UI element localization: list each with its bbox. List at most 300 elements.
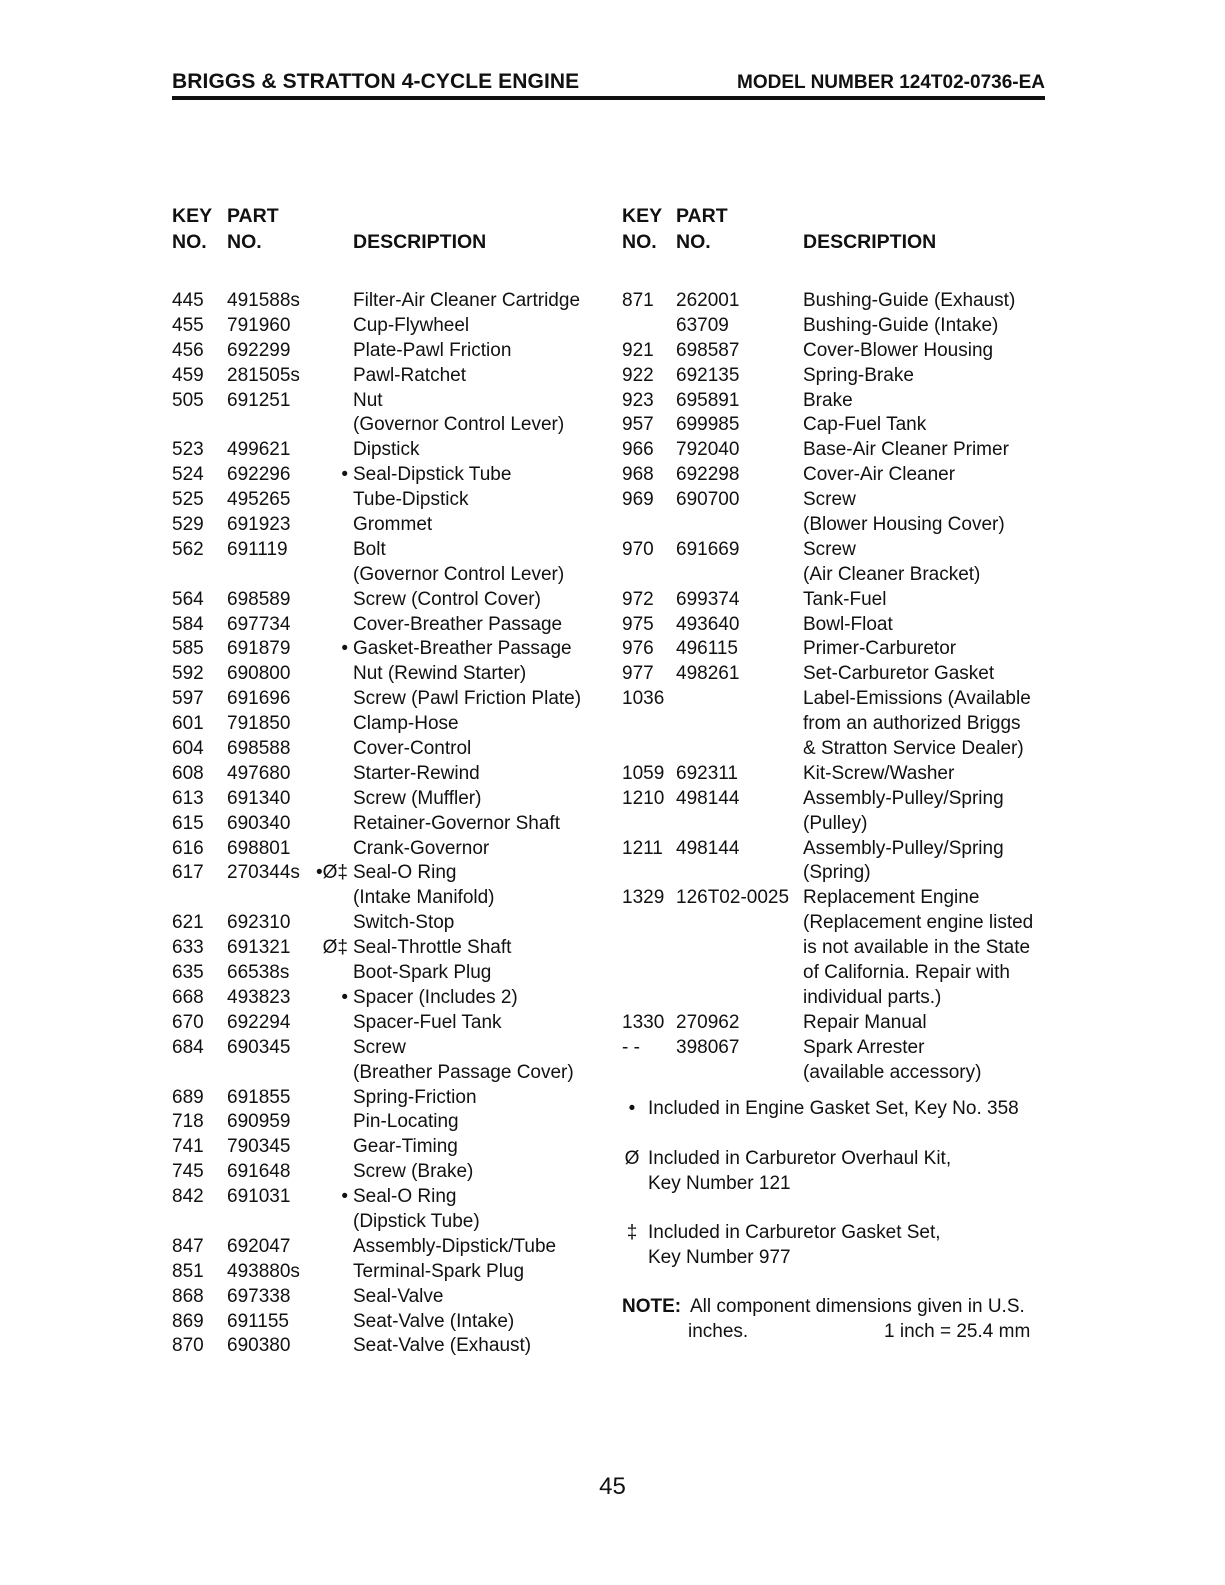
part-description: Kit-Screw/Washer: [803, 762, 955, 784]
part-row: [172, 1185, 612, 1210]
key-number: 668: [172, 986, 204, 1008]
key-number: 921: [622, 339, 654, 361]
part-number: 791850: [227, 713, 291, 735]
key-number: 617: [172, 862, 204, 884]
part-description: Bushing-Guide (Intake): [803, 314, 999, 336]
part-description: Crank-Governor: [353, 837, 490, 859]
part-row: [172, 289, 612, 314]
key-number: 505: [172, 389, 204, 411]
part-number: 690340: [227, 812, 291, 834]
part-number: 281505s: [227, 364, 300, 386]
part-description: Pawl-Ratchet: [353, 364, 466, 386]
part-number: 496115: [676, 638, 738, 660]
part-row: [172, 1061, 612, 1086]
key-number: 975: [622, 613, 654, 635]
part-description: Seat-Valve (Intake): [353, 1310, 515, 1332]
part-description: Screw (Muffler): [353, 787, 482, 809]
part-number: 493640: [676, 613, 740, 635]
key-number: 459: [172, 364, 204, 386]
part-description: Switch-Stop: [353, 912, 455, 934]
part-number: 697734: [227, 613, 291, 635]
part-number: 692047: [227, 1235, 291, 1257]
key-number: 969: [622, 489, 654, 511]
part-row: [172, 1210, 612, 1235]
part-description: (Pulley): [803, 812, 868, 834]
key-number: 604: [172, 738, 204, 760]
part-description: Cover-Blower Housing: [803, 339, 994, 361]
key-number: 562: [172, 538, 204, 560]
part-number: 790345: [227, 1136, 291, 1158]
part-number: 499621: [227, 439, 291, 461]
footnote-text: Included in Carburetor Gasket Set,: [648, 1222, 941, 1243]
part-row: [172, 737, 612, 762]
part-description: is not available in the State: [803, 937, 1031, 959]
part-description: & Stratton Service Dealer): [803, 738, 1024, 760]
key-number: 689: [172, 1086, 204, 1108]
part-description: Cover-Air Cleaner: [803, 464, 956, 486]
part-description: Spring-Friction: [353, 1086, 477, 1108]
part-description: Bushing-Guide (Exhaust): [803, 290, 1016, 311]
part-row: [172, 1036, 612, 1061]
part-description: Base-Air Cleaner Primer: [803, 439, 1009, 461]
key-number: 977: [622, 663, 654, 685]
dagger-symbol: ‡: [626, 1222, 638, 1243]
part-description: Bowl-Float: [803, 613, 893, 635]
part-row: [172, 588, 612, 613]
part-number: 697338: [227, 1285, 291, 1307]
part-row: [622, 986, 1052, 1011]
part-number: 692298: [676, 464, 740, 486]
part-row: [622, 1036, 1052, 1061]
part-number: 691879: [227, 638, 291, 660]
parts-list-right: [622, 289, 1052, 1086]
part-row: [622, 911, 1052, 936]
parts-column-left: [172, 205, 612, 1359]
part-number: 63709: [676, 314, 729, 336]
key-number: 564: [172, 588, 204, 610]
part-row: [622, 787, 1052, 812]
part-description: Assembly-Dipstick/Tube: [353, 1235, 557, 1257]
part-description: (Governor Control Lever): [353, 563, 565, 585]
phi-symbol: Ø: [624, 1148, 640, 1169]
part-row: [622, 314, 1052, 339]
key-number: 613: [172, 787, 204, 809]
part-description: Spring-Brake: [803, 364, 914, 386]
part-row: [622, 737, 1052, 762]
part-number: 692310: [227, 912, 291, 934]
part-number: 698588: [227, 738, 291, 760]
part-row: [172, 886, 612, 911]
part-description: (Replacement engine listed: [803, 912, 1034, 934]
key-number: 957: [622, 414, 654, 436]
part-description: Seal-Valve: [353, 1285, 444, 1307]
part-description: Seal-Throttle Shaft: [353, 937, 512, 959]
part-number: 691855: [227, 1086, 291, 1108]
part-number: 691696: [227, 688, 291, 710]
kit-marker: •: [341, 638, 348, 660]
footnote-text-2: Key Number 121: [648, 1173, 791, 1194]
column-header-row-1: [172, 205, 612, 231]
part-row: [172, 961, 612, 986]
key-number: 923: [622, 389, 654, 411]
part-description: Cup-Flywheel: [353, 314, 470, 336]
part-row: [172, 314, 612, 339]
key-no-header: NO.: [622, 231, 657, 253]
part-number: 495265: [227, 489, 291, 511]
part-row: [172, 513, 612, 538]
part-description: Grommet: [353, 514, 433, 536]
part-row: [172, 986, 612, 1011]
kit-marker: Ø‡: [322, 937, 348, 959]
part-description: from an authorized Briggs: [803, 713, 1021, 735]
key-number: 871: [622, 290, 654, 311]
part-description: of California. Repair with: [803, 962, 1010, 984]
part-description: Seal-O Ring: [353, 862, 457, 884]
part-row: [172, 861, 612, 886]
part-description: Dipstick: [353, 439, 420, 461]
part-description: (Intake Manifold): [353, 887, 495, 909]
part-row: [172, 837, 612, 862]
part-row: [622, 712, 1052, 737]
part-number: 692294: [227, 1011, 291, 1033]
part-description: Bolt: [353, 538, 386, 560]
part-number: 270344s: [227, 862, 300, 884]
key-number: 922: [622, 364, 654, 386]
key-number: 455: [172, 314, 204, 336]
part-row: [622, 513, 1052, 538]
part-description: Gasket-Breather Passage: [353, 638, 572, 660]
key-number: 1211: [622, 837, 663, 859]
document-title: BRIGGS & STRATTON 4-CYCLE ENGINE: [172, 70, 580, 93]
part-description: individual parts.): [803, 986, 942, 1008]
part-row: [172, 1260, 612, 1285]
part-number: 498144: [676, 837, 740, 859]
part-row: [172, 1110, 612, 1135]
part-header: PART: [676, 205, 728, 227]
part-description: Tank-Fuel: [803, 588, 887, 610]
part-number: 692296: [227, 464, 291, 486]
part-number: 691321: [227, 937, 291, 959]
part-row: [622, 563, 1052, 588]
part-row: [172, 687, 612, 712]
key-number: 847: [172, 1235, 204, 1257]
part-row: [172, 339, 612, 364]
key-number: 633: [172, 937, 204, 959]
part-number: 690700: [676, 489, 740, 511]
part-number: 493823: [227, 986, 291, 1008]
key-number: 869: [172, 1310, 204, 1332]
part-row: [172, 637, 612, 662]
key-number: 456: [172, 339, 204, 361]
part-number: 695891: [676, 389, 740, 411]
part-description: Nut: [353, 389, 383, 411]
part-description: Screw (Pawl Friction Plate): [353, 688, 582, 710]
key-number: 976: [622, 638, 654, 660]
part-row: [622, 364, 1052, 389]
key-number: 597: [172, 688, 204, 710]
part-description: Seat-Valve (Exhaust): [353, 1335, 532, 1357]
kit-marker: •: [341, 1186, 348, 1208]
key-number: 1330: [622, 1011, 665, 1033]
part-number: 691155: [227, 1310, 289, 1332]
part-description: Starter-Rewind: [353, 762, 480, 784]
part-number: 691923: [227, 514, 291, 536]
key-number: 684: [172, 1036, 204, 1058]
part-row: [172, 1160, 612, 1185]
part-row: [172, 563, 612, 588]
part-row: [172, 1135, 612, 1160]
part-number: 692299: [227, 339, 291, 361]
part-row: [622, 488, 1052, 513]
part-row: [172, 911, 612, 936]
part-description: Gear-Timing: [353, 1136, 458, 1158]
part-description: Clamp-Hose: [353, 713, 459, 735]
kit-marker: •: [341, 986, 348, 1008]
part-description: Seal-Dipstick Tube: [353, 464, 512, 486]
key-number: 529: [172, 514, 204, 536]
key-number: 972: [622, 588, 654, 610]
column-header-row-2: [622, 231, 1052, 257]
part-row: [172, 463, 612, 488]
part-description: Screw: [803, 489, 856, 511]
part-row: [622, 588, 1052, 613]
key-no-header: NO.: [172, 231, 207, 253]
part-description: Assembly-Pulley/Spring: [803, 837, 1004, 859]
part-row: [172, 662, 612, 687]
key-number: 966: [622, 439, 654, 461]
part-description: Spark Arrester: [803, 1036, 925, 1058]
key-number: 1036: [622, 688, 665, 710]
part-description: Filter-Air Cleaner Cartridge: [353, 290, 581, 311]
part-description: Pin-Locating: [353, 1111, 459, 1133]
key-number: 524: [172, 464, 204, 486]
part-description: Primer-Carburetor: [803, 638, 957, 660]
key-number: 851: [172, 1260, 204, 1282]
part-row: [172, 413, 612, 438]
key-number: 842: [172, 1186, 204, 1208]
description-header: DESCRIPTION: [353, 231, 487, 253]
part-row: [622, 837, 1052, 862]
part-description: Tube-Dipstick: [353, 489, 469, 511]
key-number: 584: [172, 613, 204, 635]
part-description: (Blower Housing Cover): [803, 514, 1005, 536]
part-row: [622, 538, 1052, 563]
part-description: (Dipstick Tube): [353, 1210, 480, 1232]
part-number: 497680: [227, 762, 291, 784]
part-row: [622, 413, 1052, 438]
key-number: 592: [172, 663, 204, 685]
key-number: 968: [622, 464, 654, 486]
footnote-text: Included in Engine Gasket Set, Key No. 358: [648, 1098, 1019, 1119]
part-row: [622, 637, 1052, 662]
part-description: Cap-Fuel Tank: [803, 414, 927, 436]
part-number: 691340: [227, 787, 291, 809]
column-header-row-1: [622, 205, 1052, 231]
part-description: (Governor Control Lever): [353, 414, 565, 436]
key-number: 601: [172, 713, 204, 735]
part-description: Set-Carburetor Gasket: [803, 663, 995, 685]
part-number: 698589: [227, 588, 291, 610]
part-row: [622, 861, 1052, 886]
parts-list-left: [172, 289, 612, 1359]
page-header: [172, 70, 1045, 96]
column-header-row-2: [172, 231, 612, 257]
part-number: 690380: [227, 1335, 291, 1357]
part-row: [172, 1011, 612, 1036]
note-text: All component dimensions given in U.S.: [690, 1296, 1025, 1317]
part-description: Screw: [353, 1036, 406, 1058]
part-number: 398067: [676, 1036, 740, 1058]
key-number: 868: [172, 1285, 204, 1307]
part-description: (Air Cleaner Bracket): [803, 563, 981, 585]
part-row: [172, 613, 612, 638]
part-number: 691031: [227, 1186, 291, 1208]
part-row: [172, 787, 612, 812]
part-number: 491588s: [227, 290, 300, 311]
part-number: 498144: [676, 787, 740, 809]
footnote-text-2: Key Number 977: [648, 1247, 791, 1268]
part-description: Plate-Pawl Friction: [353, 339, 512, 361]
bullet-symbol: •: [628, 1098, 636, 1119]
part-row: [622, 1011, 1052, 1036]
part-description: Screw: [803, 538, 856, 560]
part-number: 791960: [227, 314, 291, 336]
part-number: 690345: [227, 1036, 291, 1058]
part-row: [622, 339, 1052, 364]
key-number: - -: [622, 1036, 640, 1058]
part-row: [172, 364, 612, 389]
part-description: Brake: [803, 389, 853, 411]
part-no-header: NO.: [227, 231, 262, 253]
part-number: 792040: [676, 439, 740, 461]
part-row: [622, 961, 1052, 986]
part-number: 691669: [676, 538, 740, 560]
part-description: Nut (Rewind Starter): [353, 663, 527, 685]
part-number: 262001: [676, 290, 740, 311]
part-description: Terminal-Spark Plug: [353, 1260, 525, 1282]
part-number: 692311: [676, 762, 738, 784]
part-description: Cover-Control: [353, 738, 472, 760]
part-number: 692135: [676, 364, 740, 386]
key-number: 635: [172, 962, 204, 984]
key-number: 718: [172, 1111, 204, 1133]
part-row: [172, 1235, 612, 1260]
key-number: 741: [172, 1136, 204, 1158]
part-row: [172, 389, 612, 414]
part-row: [622, 289, 1052, 314]
part-description: Screw (Brake): [353, 1161, 474, 1183]
part-row: [622, 389, 1052, 414]
part-row: [172, 438, 612, 463]
part-no-header: NO.: [676, 231, 711, 253]
part-row: [172, 936, 612, 961]
part-description: (Spring): [803, 862, 871, 884]
key-header: KEY: [172, 205, 213, 227]
part-number: 691251: [227, 389, 291, 411]
key-number: 616: [172, 837, 204, 859]
part-number: 690959: [227, 1111, 291, 1133]
part-description: (available accessory): [803, 1061, 982, 1083]
part-description: Seal-O Ring: [353, 1186, 457, 1208]
key-number: 523: [172, 439, 204, 461]
part-row: [172, 1285, 612, 1310]
part-row: [172, 812, 612, 837]
part-header: PART: [227, 205, 279, 227]
part-row: [172, 1334, 612, 1359]
description-header: DESCRIPTION: [803, 231, 937, 253]
key-number: 585: [172, 638, 204, 660]
part-row: [172, 712, 612, 737]
part-number: 698587: [676, 339, 740, 361]
part-description: Replacement Engine: [803, 887, 980, 909]
note-text-2: inches.: [688, 1321, 749, 1342]
part-row: [622, 662, 1052, 687]
footnote-text: Included in Carburetor Overhaul Kit,: [648, 1148, 952, 1169]
part-description: Spacer (Includes 2): [353, 986, 518, 1008]
part-number: 698801: [227, 837, 291, 859]
part-number: 699985: [676, 414, 740, 436]
note-conversion: 1 inch = 25.4 mm: [884, 1321, 1031, 1342]
kit-marker: •Ø‡: [316, 862, 348, 884]
parts-column-right: [622, 205, 1052, 1086]
model-number: MODEL NUMBER 124T02-0736-EA: [737, 72, 1045, 93]
part-row: [622, 438, 1052, 463]
part-number: 690800: [227, 663, 291, 685]
part-description: Screw (Control Cover): [353, 588, 541, 610]
part-description: Repair Manual: [803, 1011, 927, 1033]
key-number: 670: [172, 1011, 204, 1033]
part-number: 270962: [676, 1011, 740, 1033]
part-row: [622, 613, 1052, 638]
part-row: [622, 687, 1052, 712]
key-number: 1329: [622, 887, 665, 909]
part-row: [172, 762, 612, 787]
key-number: 525: [172, 489, 204, 511]
part-number: 126T02-0025: [676, 887, 790, 909]
part-row: [172, 538, 612, 563]
key-number: 870: [172, 1335, 204, 1357]
key-number: 608: [172, 762, 204, 784]
key-number: 621: [172, 912, 204, 934]
key-header: KEY: [622, 205, 663, 227]
part-row: [172, 1086, 612, 1111]
part-number: 691119: [227, 538, 288, 560]
part-number: 493880s: [227, 1260, 300, 1282]
key-number: 615: [172, 812, 204, 834]
part-description: Label-Emissions (Available: [803, 688, 1031, 710]
part-row: [622, 762, 1052, 787]
part-row: [172, 1310, 612, 1335]
part-row: [622, 1061, 1052, 1086]
key-number: 445: [172, 290, 204, 311]
part-description: Cover-Breather Passage: [353, 613, 563, 635]
part-description: Retainer-Governor Shaft: [353, 812, 560, 834]
part-row: [622, 463, 1052, 488]
part-number: 498261: [676, 663, 740, 685]
note-label: NOTE:: [622, 1296, 682, 1317]
part-description: Assembly-Pulley/Spring: [803, 787, 1004, 809]
part-number: 691648: [227, 1161, 291, 1183]
part-row: [622, 812, 1052, 837]
part-number: 66538s: [227, 962, 290, 984]
part-number: 699374: [676, 588, 740, 610]
key-number: 1210: [622, 787, 665, 809]
key-number: 745: [172, 1161, 204, 1183]
key-number: 970: [622, 538, 654, 560]
part-row: [622, 936, 1052, 961]
part-description: (Breather Passage Cover): [353, 1061, 574, 1083]
part-description: Boot-Spark Plug: [353, 962, 492, 984]
